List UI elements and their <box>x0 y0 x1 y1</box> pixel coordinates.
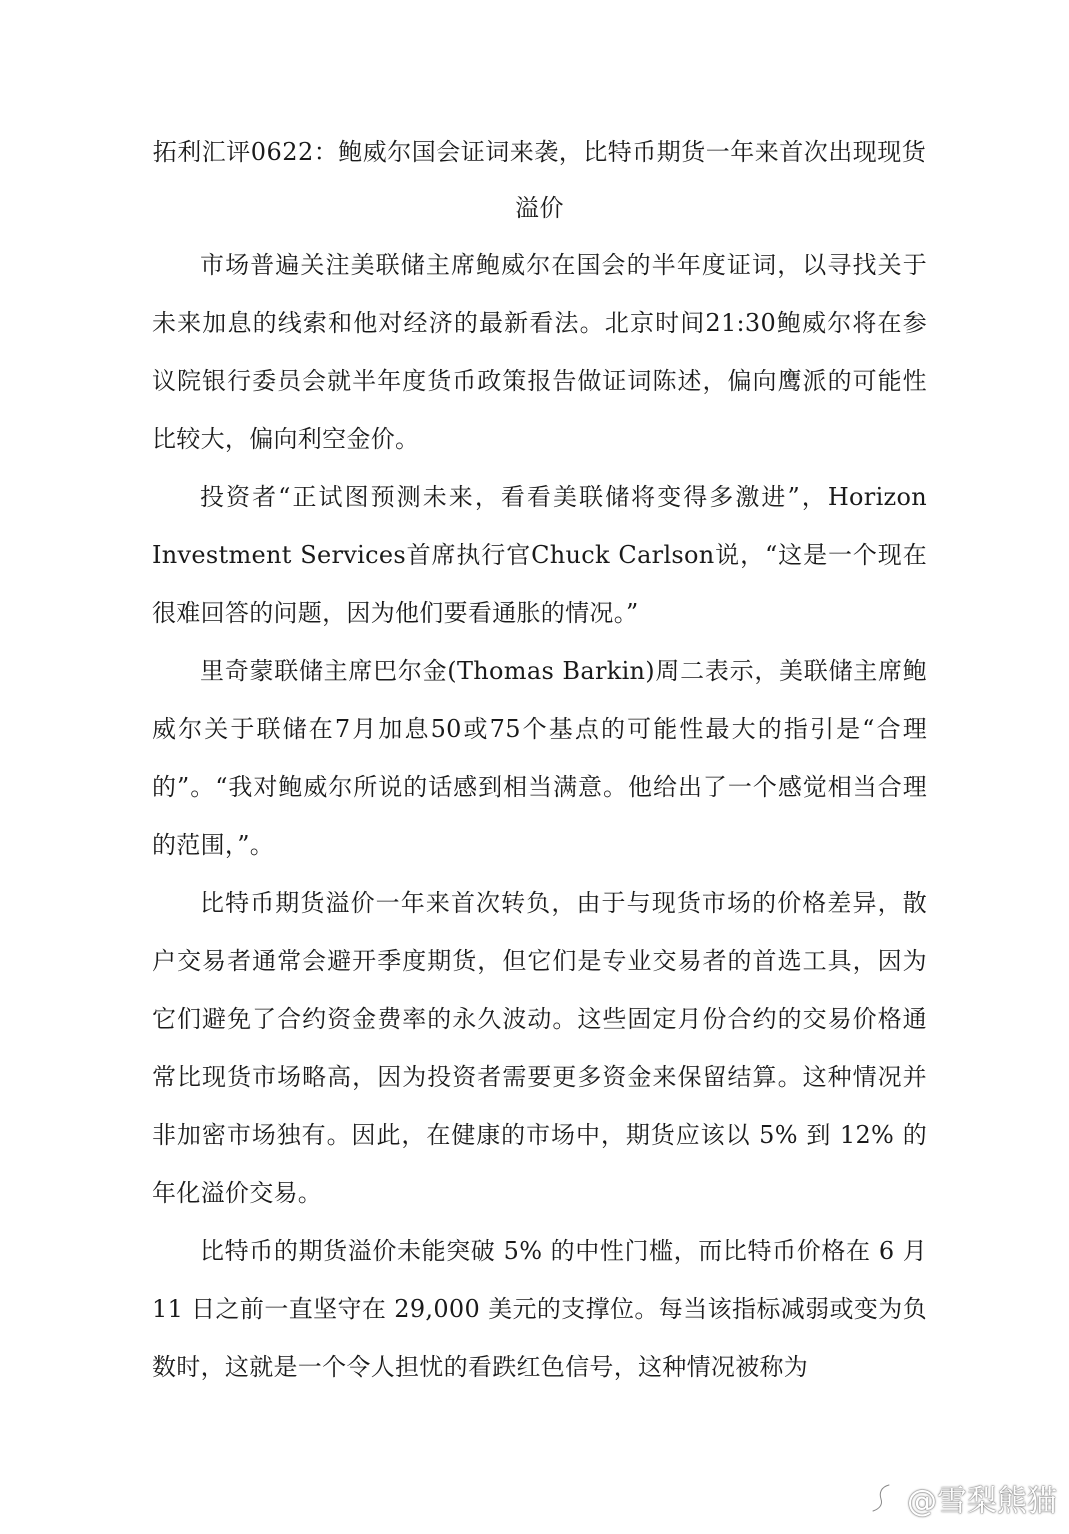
watermark <box>867 1476 1057 1520</box>
paragraph-4: 比特币期货溢价一年来首次转负，由于与现货市场的价格差异，散户交易者通常会避开季度期货，但它们是专业交易者的首选工具，因为它们避免了合约资金费率的永久波动。这些固定月份合约的交易价格通常比现货市场略高，因为投资者需要更多资金来保留结算。这种情况并非加密市场独有。因此，在健康的市场中，期货应该以 5% 到 12% 的年化溢价交易。 <box>152 889 927 1207</box>
paragraph-5: 比特币的期货溢价未能突破 5% 的中性门槛，而比特币价格在 6 月 11 日之前一直坚守在 29,000 美元的支撑位。每当该指标减弱或变为负数时，这就是一个令人担忧的看跌红色信号，这种情况被称为 <box>152 1237 927 1381</box>
paragraph-2: 投资者“正试图预测未来，看看美联储将变得多激进”，Horizon Investment Services首席执行官Chuck Carlson说，“这是一个现在很难回答的问题，因为他们要看通胀的情况。” <box>152 483 927 627</box>
watermark-text: @雪梨熊猫 <box>907 1484 1057 1519</box>
document-page <box>152 124 927 1396</box>
xueqiu-logo-icon <box>867 1481 901 1515</box>
paragraph-3: 里奇蒙联储主席巴尔金(Thomas Barkin)周二表示，美联储主席鲍威尔关于联储在7月加息50或75个基点的可能性最大的指引是“合理的”。“我对鲍威尔所说的话感到相当满意。他给出了一个感觉相当合理的范围，”。 <box>152 657 927 859</box>
paragraph-1: 市场普遍关注美联储主席鲍威尔在国会的半年度证词，以寻找关于未来加息的线索和他对经济的最新看法。北京时间21:30鲍威尔将在参议院银行委员会就半年度货币政策报告做证词陈述，偏向鹰派的可能性比较大，偏向利空金价。 <box>152 251 927 453</box>
document-title: 拓利汇评0622：鲍威尔国会证词来袭，比特币期货一年来首次出现现货溢价 <box>152 138 927 222</box>
